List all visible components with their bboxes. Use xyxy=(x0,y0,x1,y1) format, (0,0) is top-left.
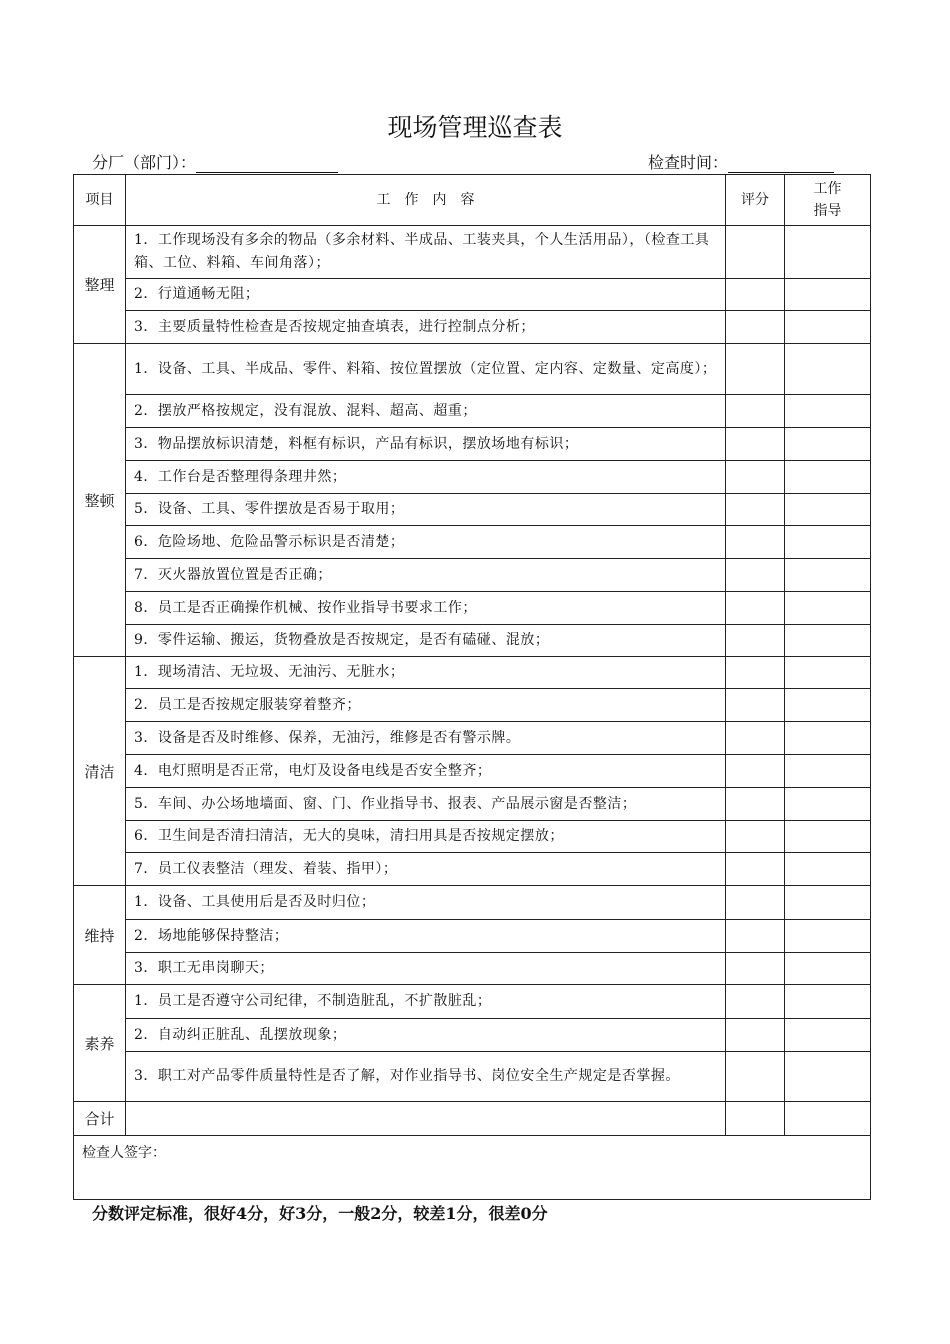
guide-cell[interactable] xyxy=(785,788,871,821)
check-item: 1．员工是否遵守公司纪律，不制造脏乱，不扩散脏乱； xyxy=(126,985,726,1019)
score-cell[interactable] xyxy=(726,788,785,821)
check-item: 3．职工无串岗聊天； xyxy=(126,953,726,985)
guide-cell[interactable] xyxy=(785,395,871,428)
score-cell[interactable] xyxy=(726,853,785,886)
guide-cell[interactable] xyxy=(785,461,871,494)
guide-cell[interactable] xyxy=(785,920,871,953)
table-row xyxy=(74,279,871,311)
check-item: 2．行道通畅无阻； xyxy=(126,279,726,311)
table-row xyxy=(74,788,871,821)
guide-cell[interactable] xyxy=(785,428,871,461)
total-score-cell[interactable] xyxy=(726,1102,785,1136)
check-item: 4．电灯照明是否正常，电灯及设备电线是否安全整齐； xyxy=(126,755,726,788)
total-guide-cell[interactable] xyxy=(785,1102,871,1136)
score-cell[interactable] xyxy=(726,953,785,985)
scoring-standard: 分数评定标准，很好4分，好3分，一般2分，较差1分，很差0分 xyxy=(92,1204,548,1223)
guide-cell[interactable] xyxy=(785,226,871,279)
guide-cell[interactable] xyxy=(785,1019,871,1052)
header-item: 项目 xyxy=(74,175,126,226)
check-item: 2．自动纠正脏乱、乱摆放现象； xyxy=(126,1019,726,1052)
score-cell[interactable] xyxy=(726,985,785,1019)
table-row xyxy=(74,625,871,657)
inspection-time-label: 检查时间： xyxy=(648,153,729,172)
score-cell[interactable] xyxy=(726,920,785,953)
check-item: 1．工作现场没有多余的物品（多余材料、半成品、工装夹具，个人生活用品），（检查工具箱、工位、料箱、车间角落）； xyxy=(126,226,726,279)
table-row xyxy=(74,494,871,526)
score-cell[interactable] xyxy=(726,344,785,395)
check-item: 3．设备是否及时维修、保养，无油污，维修是否有警示牌。 xyxy=(126,722,726,755)
score-cell[interactable] xyxy=(726,1019,785,1052)
total-content-cell[interactable] xyxy=(126,1102,726,1136)
check-item: 9．零件运输、搬运，货物叠放是否按规定，是否有磕碰、混放； xyxy=(126,625,726,657)
check-item: 3．物品摆放标识清楚，料框有标识，产品有标识，摆放场地有标识； xyxy=(126,428,726,461)
guide-cell[interactable] xyxy=(785,625,871,657)
score-cell[interactable] xyxy=(726,755,785,788)
check-item: 3．职工对产品零件质量特性是否了解，对作业指导书、岗位安全生产规定是否掌握。 xyxy=(126,1052,726,1102)
table-row xyxy=(74,722,871,755)
header-guide-text: 工作指导 xyxy=(813,181,842,219)
table-row xyxy=(74,526,871,559)
table-row xyxy=(74,755,871,788)
check-item: 7．员工仪表整洁（理发、着装、指甲）； xyxy=(126,853,726,886)
table-row xyxy=(74,592,871,625)
inspection-time-field xyxy=(648,150,834,173)
guide-cell[interactable] xyxy=(785,985,871,1019)
score-cell[interactable] xyxy=(726,625,785,657)
total-row xyxy=(74,1102,871,1136)
check-item: 6．危险场地、危险品警示标识是否清楚； xyxy=(126,526,726,559)
score-cell[interactable] xyxy=(726,722,785,755)
check-item: 1．设备、工具使用后是否及时归位； xyxy=(126,886,726,920)
check-item: 2．场地能够保持整洁； xyxy=(126,920,726,953)
guide-cell[interactable] xyxy=(785,559,871,592)
score-cell[interactable] xyxy=(726,592,785,625)
guide-cell[interactable] xyxy=(785,821,871,853)
score-cell[interactable] xyxy=(726,1052,785,1102)
branch-input-line[interactable] xyxy=(196,154,338,173)
guide-cell[interactable] xyxy=(785,494,871,526)
page-title: 现场管理巡查表 xyxy=(387,113,563,142)
guide-cell[interactable] xyxy=(785,657,871,689)
guide-cell[interactable] xyxy=(785,1052,871,1102)
inspection-table xyxy=(73,174,871,1200)
guide-cell[interactable] xyxy=(785,279,871,311)
table-row xyxy=(74,461,871,494)
table-row xyxy=(74,985,871,1019)
table-row xyxy=(74,1052,871,1102)
check-item: 7．灭火器放置位置是否正确； xyxy=(126,559,726,592)
table-row xyxy=(74,344,871,395)
score-cell[interactable] xyxy=(726,461,785,494)
header-score: 评分 xyxy=(726,175,785,226)
check-item: 4．工作台是否整理得条理井然； xyxy=(126,461,726,494)
score-cell[interactable] xyxy=(726,494,785,526)
score-cell[interactable] xyxy=(726,526,785,559)
section-label: 维持 xyxy=(74,886,126,985)
table-row xyxy=(74,657,871,689)
score-cell[interactable] xyxy=(726,311,785,344)
guide-cell[interactable] xyxy=(785,689,871,722)
section-label: 清洁 xyxy=(74,657,126,886)
score-cell[interactable] xyxy=(726,279,785,311)
section-label: 整理 xyxy=(74,226,126,344)
branch-field xyxy=(92,150,338,173)
inspection-time-input-line[interactable] xyxy=(728,154,834,173)
check-item: 1．现场清洁、无垃圾、无油污、无脏水； xyxy=(126,657,726,689)
check-item: 2．员工是否按规定服装穿着整齐； xyxy=(126,689,726,722)
score-cell[interactable] xyxy=(726,886,785,920)
score-cell[interactable] xyxy=(726,559,785,592)
signature-row xyxy=(74,1136,871,1200)
section-label: 素养 xyxy=(74,985,126,1102)
total-label: 合计 xyxy=(74,1102,126,1136)
check-item: 3．主要质量特性检查是否按规定抽查填表，进行控制点分析； xyxy=(126,311,726,344)
guide-cell[interactable] xyxy=(785,853,871,886)
score-cell[interactable] xyxy=(726,689,785,722)
table-row xyxy=(74,886,871,920)
table-row xyxy=(74,428,871,461)
check-item: 1．设备、工具、半成品、零件、料箱、按位置摆放（定位置、定内容、定数量、定高度）； xyxy=(126,344,726,395)
header-content: 工 作 内 容 xyxy=(126,175,726,226)
check-item: 5．车间、办公场地墙面、窗、门、作业指导书、报表、产品展示窗是否整洁； xyxy=(126,788,726,821)
score-cell[interactable] xyxy=(726,395,785,428)
guide-cell[interactable] xyxy=(785,722,871,755)
guide-cell[interactable] xyxy=(785,592,871,625)
branch-label: 分厂（部门）： xyxy=(92,153,197,172)
table-row xyxy=(74,821,871,853)
score-cell[interactable] xyxy=(726,428,785,461)
table-row xyxy=(74,689,871,722)
guide-cell[interactable] xyxy=(785,953,871,985)
score-cell[interactable] xyxy=(726,226,785,279)
table-row xyxy=(74,953,871,985)
table-row xyxy=(74,853,871,886)
section-label: 整顿 xyxy=(74,344,126,657)
header-guide xyxy=(785,175,871,226)
table-row xyxy=(74,920,871,953)
check-item: 6．卫生间是否清扫清洁，无大的臭味，清扫用具是否按规定摆放； xyxy=(126,821,726,853)
guide-cell[interactable] xyxy=(785,311,871,344)
table-row xyxy=(74,395,871,428)
guide-cell[interactable] xyxy=(785,755,871,788)
score-cell[interactable] xyxy=(726,821,785,853)
check-item: 2．摆放严格按规定，没有混放、混料、超高、超重； xyxy=(126,395,726,428)
table-row xyxy=(74,1019,871,1052)
guide-cell[interactable] xyxy=(785,886,871,920)
table-row xyxy=(74,226,871,279)
signature-cell[interactable] xyxy=(74,1136,871,1200)
table-row xyxy=(74,559,871,592)
check-item: 8．员工是否正确操作机械、按作业指导书要求工作； xyxy=(126,592,726,625)
guide-cell[interactable] xyxy=(785,526,871,559)
header-row xyxy=(74,175,871,226)
table-row xyxy=(74,311,871,344)
signature-label: 检查人签字： xyxy=(82,1145,166,1161)
guide-cell[interactable] xyxy=(785,344,871,395)
score-cell[interactable] xyxy=(726,657,785,689)
check-item: 5．设备、工具、零件摆放是否易于取用； xyxy=(126,494,726,526)
